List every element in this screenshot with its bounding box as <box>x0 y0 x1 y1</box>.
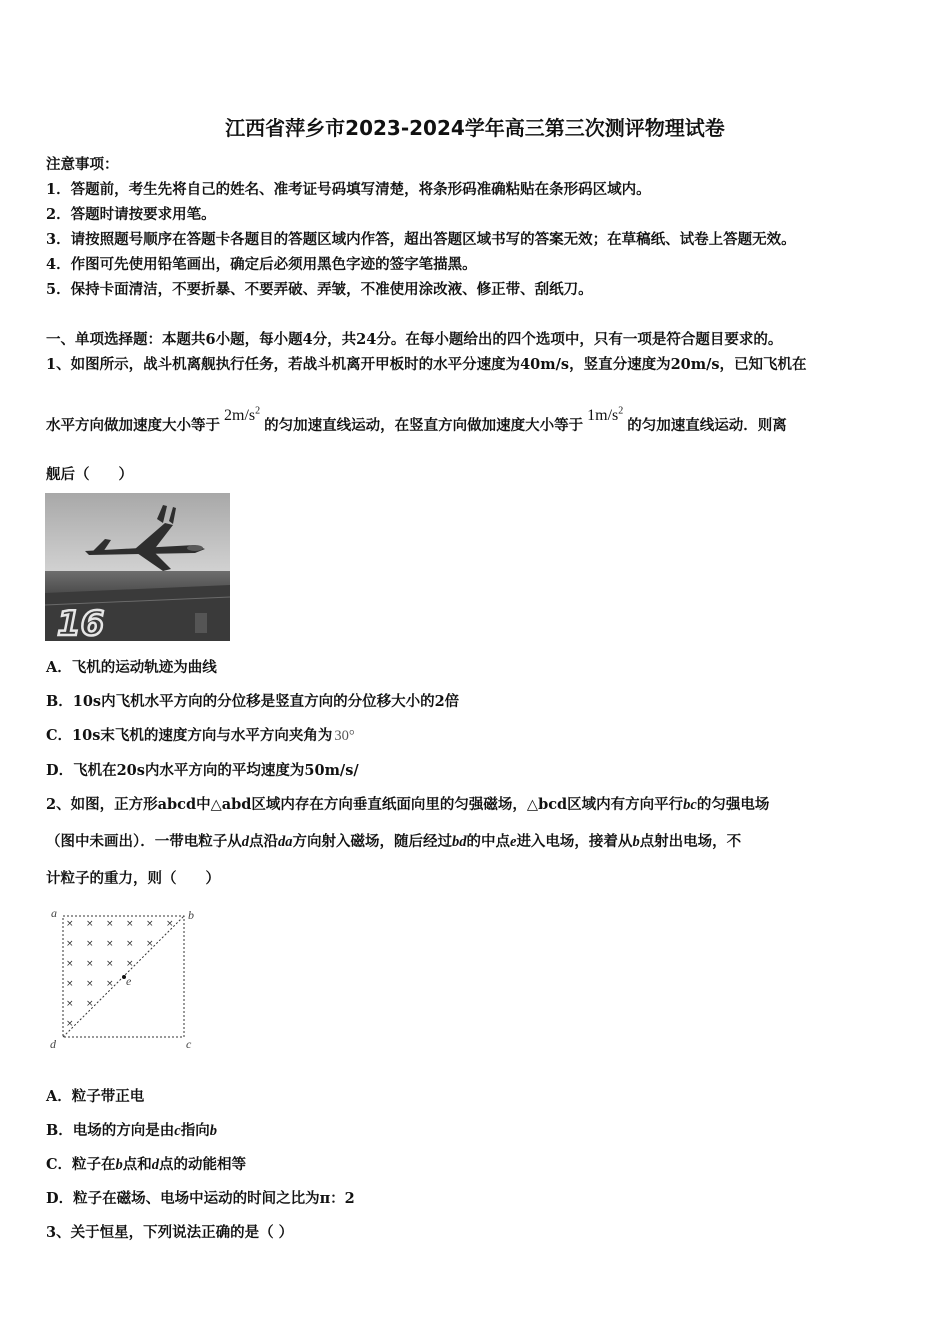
notice-item-1: 1．答题前，考生先将自己的姓名、准考证号码填写清楚，将条形码准确粘贴在条形码区域内。 <box>46 181 651 198</box>
field-cross: × <box>106 979 114 989</box>
field-cross: × <box>106 959 114 969</box>
q2-line-1: 2、如图，正方形abcd中△abd区域内存在方向垂直纸面向里的匀强磁场，△bcd区域内有方向平行bc的匀强电场 <box>46 796 770 813</box>
q1-accel-x: $2m/s^2$ <box>224 405 261 424</box>
q3-line-1: 3、关于恒星，下列说法正确的是（ ） <box>46 1224 294 1241</box>
q1-text-b: 的匀加速直线运动，在竖直方向做加速度大小等于 <box>264 417 584 434</box>
field-cross: × <box>66 1019 74 1029</box>
field-cross: × <box>86 919 94 929</box>
q1-line-1: 1、如图所示，战斗机离舰执行任务，若战斗机离开甲板时的水平分速度为40m/s，竖直分速度为20m/s，已知飞机在 <box>46 356 807 373</box>
q1-line-2 <box>46 405 787 435</box>
deck-number: 16 <box>57 604 105 641</box>
q1-option-c-angle: 30° <box>334 728 355 744</box>
field-cross: × <box>86 999 94 1009</box>
q1-accel-y: $1m/s^2$ <box>587 405 624 424</box>
notice-heading: 注意事项： <box>46 156 119 173</box>
field-cross: × <box>86 959 94 969</box>
field-cross: × <box>106 939 114 949</box>
field-cross: × <box>66 939 74 949</box>
q2-option-b: B．电场的方向是由c指向b <box>46 1122 217 1139</box>
label-a: a <box>51 906 57 920</box>
fighter-jet-photo <box>45 493 230 641</box>
field-cross: × <box>166 919 174 929</box>
q1-text-c: 的匀加速直线运动．则离 <box>627 417 787 434</box>
q2-option-d: D．粒子在磁场、电场中运动的时间之比为π：2 <box>46 1190 355 1207</box>
notice-item-5: 5．保持卡面清洁，不要折暴、不要弄破、弄皱，不准使用涂改液、修正带、刮纸刀。 <box>46 281 593 298</box>
notice-item-2: 2．答题时请按要求用笔。 <box>46 206 216 223</box>
q2-option-c: C．粒子在b点和d点的动能相等 <box>46 1156 247 1173</box>
notice-item-3: 3．请按照题号顺序在答题卡各题目的答题区域内作答，超出答题区域书写的答案无效；在草稿纸、试卷上答题无效。 <box>46 231 796 248</box>
field-cross: × <box>126 919 134 929</box>
fighter-jet-image <box>45 493 230 641</box>
field-cross: × <box>66 979 74 989</box>
magnetic-field-crosses <box>66 919 174 1029</box>
field-cross: × <box>126 939 134 949</box>
q1-text-a: 水平方向做加速度大小等于 <box>46 417 220 434</box>
q1-option-c: C．10s末飞机的速度方向与水平方向夹角为 30° <box>46 727 355 744</box>
q2-option-a: A．粒子带正电 <box>46 1088 145 1105</box>
label-b: b <box>188 908 194 922</box>
field-cross: × <box>146 939 154 949</box>
q2-line-2: （图中未画出）．一带电粒子从d点沿da方向射入磁场，随后经过bd的中点e进入电场，接着从b点射出电场，不 <box>46 833 742 850</box>
square-field-diagram <box>46 902 206 1054</box>
field-cross: × <box>86 939 94 949</box>
field-cross: × <box>146 919 154 929</box>
notice-item-4: 4．作图可先使用铅笔画出，确定后必须用黑色字迹的签字笔描黑。 <box>46 256 477 273</box>
field-cross: × <box>66 999 74 1009</box>
field-cross: × <box>66 959 74 969</box>
label-c: c <box>186 1037 192 1051</box>
label-d: d <box>50 1037 56 1051</box>
q2-line-3: 计粒子的重力，则（ ） <box>46 870 220 887</box>
field-cross: × <box>66 919 74 929</box>
q1-option-a: A．飞机的运动轨迹为曲线 <box>46 659 217 676</box>
q1-option-b: B．10s内飞机水平方向的分位移是竖直方向的分位移大小的2倍 <box>46 693 460 710</box>
square-field-svg <box>46 902 206 1054</box>
label-e: e <box>126 974 132 988</box>
field-cross: × <box>126 959 134 969</box>
q1-option-d: D．飞机在20s内水平方向的平均速度为50m/s/ <box>46 762 359 779</box>
section-heading: 一、单项选择题：本题共6小题，每小题4分，共24分。在每小题给出的四个选项中，只有一项是符合题目要求的。 <box>46 331 783 348</box>
q1-line-3: 舰后（ ） <box>46 466 133 483</box>
field-cross: × <box>106 919 114 929</box>
page-title: 江西省萍乡市2023-2024学年高三第三次测评物理试卷 <box>225 116 725 140</box>
field-cross: × <box>86 979 94 989</box>
